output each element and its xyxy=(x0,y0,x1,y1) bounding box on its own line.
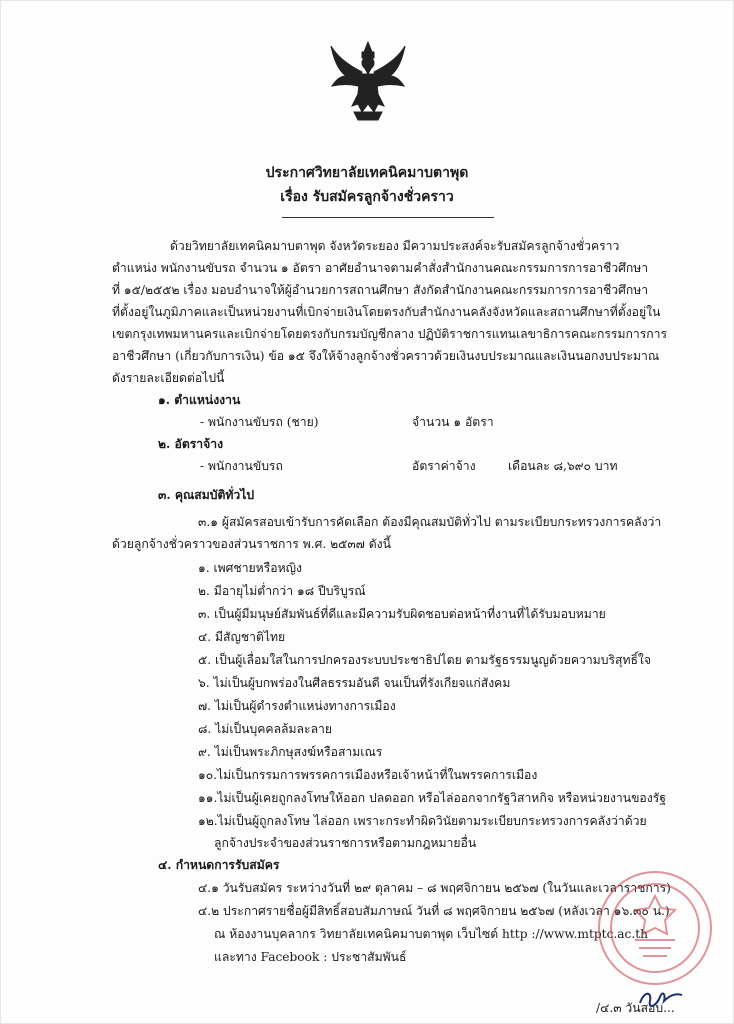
garuda-emblem-icon xyxy=(328,40,408,122)
qualification-item-2: ๒. มีอายุไม่ต่ำกว่า ๑๘ ปีบริบูรณ์ xyxy=(198,584,366,598)
section-4-line-1: ๔.๑ วันรับสมัคร ระหว่างวันที่ ๒๙ ตุลาคม – ๘ พฤศจิกายน ๒๕๖๗ (ในวันและเวลาราชการ) xyxy=(198,881,671,895)
title-divider xyxy=(282,217,494,218)
intro-line-1: ด้วยวิทยาลัยเทคนิคมาบตาพุด จังหวัดระยอง มีความประสงค์จะรับสมัครลูกจ้างชั่วคราว xyxy=(170,239,620,253)
section-4-line-4: และทาง Facebook : ประชาสัมพันธ์ xyxy=(214,950,407,964)
qualification-item-12: ๑๒.ไม่เป็นผู้ถูกลงโทษ ไล่ออก เพราะกระทำผิดวินัยตามระเบียบกระทรวงการคลังว่าด้วย xyxy=(198,814,647,828)
qualification-item-12-cont: ลูกจ้างประจำของส่วนราชการหรือตามกฎหมายอื่น xyxy=(214,836,477,850)
section-4-heading: ๔. กำหนดการรับสมัคร xyxy=(158,858,280,872)
qualification-item-3: ๓. เป็นผู้มีมนุษย์สัมพันธ์ที่ดีและมีความรับผิดชอบต่อหน้าที่งานที่ได้รับมอบหมาย xyxy=(198,607,606,621)
intro-line-7: ดังรายละเอียดต่อไปนี้ xyxy=(112,371,225,385)
section-1-item: - พนักงานขับรถ (ชาย) xyxy=(200,415,319,429)
qualification-item-11: ๑๑.ไม่เป็นผู้เคยถูกลงโทษให้ออก ปลดออก หรือไล่ออกจากรัฐวิสาหกิจ หรือหน่วยงานของรัฐ xyxy=(198,791,666,805)
qualification-item-1: ๑. เพศชายหรือหญิง xyxy=(198,561,302,575)
section-4-line-3: ณ ห้องงานบุคลากร วิทยาลัยเทคนิคมาบตาพุด เว็บไซต์ http ://www.mtptc.ac.th xyxy=(214,927,648,941)
intro-line-3: ที่ ๑๕/๒๕๕๒ เรื่อง มอบอำนาจให้ผู้อำนวยการสถานศึกษา สังกัดสำนักงานคณะกรรมการการอาชีวศึกษา xyxy=(112,283,649,297)
official-seal-stamp-icon xyxy=(595,868,715,988)
qualification-item-8: ๘. ไม่เป็นบุคคลล้มละลาย xyxy=(198,722,333,736)
qualification-item-9: ๙. ไม่เป็นพระภิกษุสงฆ์หรือสามเณร xyxy=(198,745,383,759)
section-4-line-2: ๔.๒ ประกาศรายชื่อผู้มีสิทธิ์สอบสัมภาษณ์ วันที่ ๘ พฤศจิกายน ๒๕๖๗ (หลังเวลา ๑๖.๓๐ น.) xyxy=(198,904,670,918)
intro-line-5: เขตกรุงเทพมหานครและเบิกจ่ายโดยตรงกับกรมบัญชีกลาง ปฏิบัติราชการแทนเลขาธิการคณะกรรมการการ xyxy=(112,327,668,341)
announcement-title: ประกาศวิทยาลัยเทคนิคมาบตาพุด xyxy=(265,165,469,181)
qualification-item-7: ๗. ไม่เป็นผู้ดำรงตำแหน่งทางการเมือง xyxy=(198,699,396,713)
section-2-rate-label: อัตราค่าจ้าง xyxy=(412,459,476,473)
qualification-item-6: ๖. ไม่เป็นผู้บกพร่องในศีลธรรมอันดี จนเป็นที่รังเกียจแก่สังคม xyxy=(198,676,511,690)
section-1-count: จำนวน ๑ อัตรา xyxy=(412,415,494,429)
qualification-item-4: ๔. มีสัญชาติไทย xyxy=(198,630,286,644)
continuation-marker: /๔.๓ วันสอบ... xyxy=(596,1001,675,1015)
qualification-item-5: ๕. เป็นผู้เลื่อมใสในการปกครองระบบประชาธิปไตย ตามรัฐธรรมนูญด้วยความบริสุทธิ์ใจ xyxy=(198,653,652,667)
section-3-para-line-2: ด้วยลูกจ้างชั่วคราวของส่วนราชการ พ.ศ. ๒๕๓๗ ดังนี้ xyxy=(112,537,391,551)
qualification-item-10: ๑๐.ไม่เป็นกรรมการพรรคการเมืองหรือเจ้าหน้าที่ในพรรคการเมือง xyxy=(198,768,538,782)
section-2-rate-value: เดือนละ ๘,๖๙๐ บาท xyxy=(508,459,618,473)
intro-line-2: ตำแหน่ง พนักงานขับรถ จำนวน ๑ อัตรา อาศัยอำนาจตามคำสั่งสำนักงานคณะกรรมการการอาชีวศึกษา xyxy=(112,261,649,275)
section-1-heading: ๑. ตำแหน่งงาน xyxy=(158,393,241,407)
signature-scribble-icon xyxy=(636,985,686,1013)
section-3-heading: ๓. คุณสมบัติทั่วไป xyxy=(158,488,255,502)
intro-line-6: อาชีวศึกษา (เกี่ยวกับการเงิน) ข้อ ๑๕ จึงให้จ้างลูกจ้างชั่วคราวด้วยเงินงบประมาณและเงินนอกงบประมาณ xyxy=(112,349,660,363)
announcement-subject: เรื่อง รับสมัครลูกจ้างชั่วคราว xyxy=(280,189,454,205)
intro-line-4: ที่ตั้งอยู่ในภูมิภาคและเป็นหน่วยงานที่เบิกจ่ายเงินโดยตรงกับสำนักงานคลังจังหวัดและสถานศึกษาที่ตั้งอยู่ใน xyxy=(112,305,661,319)
section-2-heading: ๒. อัตราจ้าง xyxy=(158,437,224,451)
section-2-item: - พนักงานขับรถ xyxy=(200,459,283,473)
section-3-para-line-1: ๓.๑ ผู้สมัครสอบเข้ารับการคัดเลือก ต้องมีคุณสมบัติทั่วไป ตามระเบียบกระทรวงการคลังว่า xyxy=(198,515,662,529)
